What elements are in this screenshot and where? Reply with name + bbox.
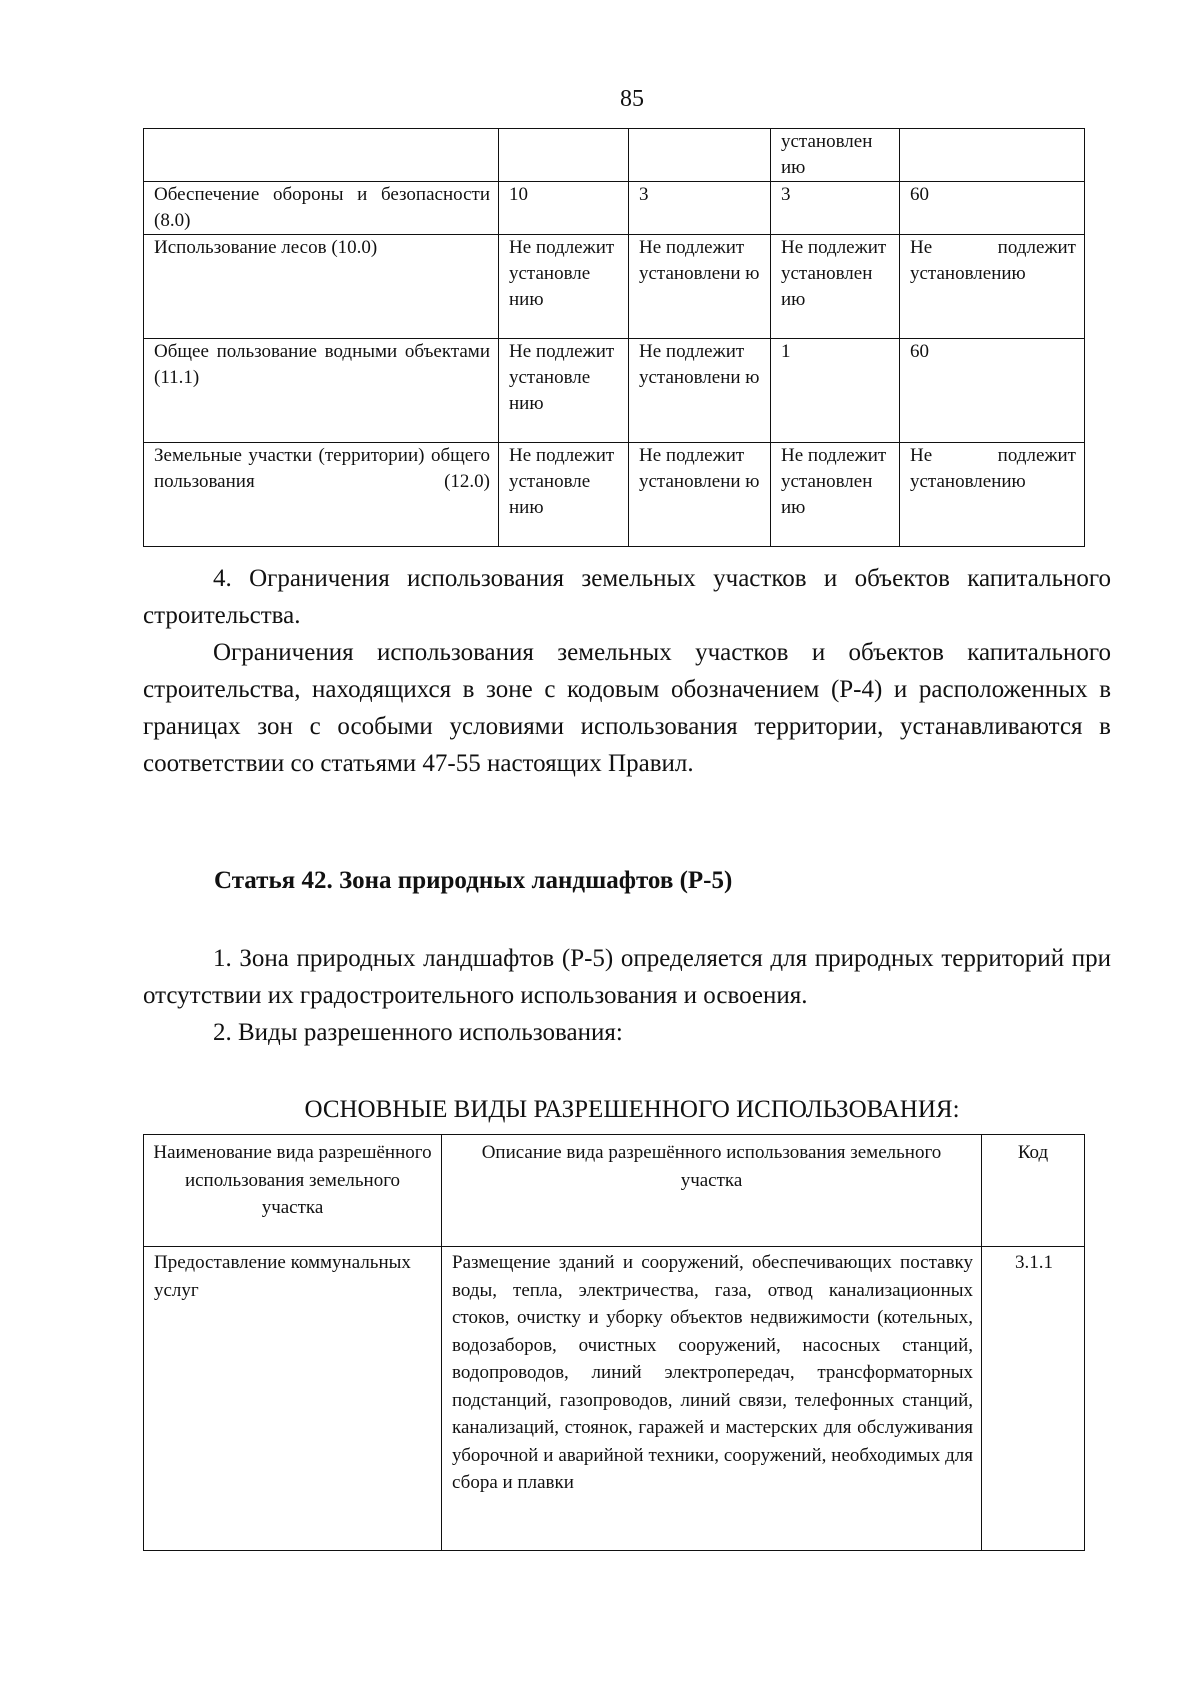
restrictions-table xyxy=(143,128,1085,547)
table-cell: 1 xyxy=(771,339,900,443)
use-code-cell: 3.1.1 xyxy=(982,1247,1085,1551)
table-cell: Не подлежит установле нию xyxy=(499,443,629,547)
table-header-row xyxy=(144,1135,1085,1247)
page-number: 85 xyxy=(620,86,644,112)
table-cell xyxy=(900,129,1085,182)
table-row xyxy=(144,1247,1085,1551)
table-cell: Не подлежит установле нию xyxy=(499,339,629,443)
table-row xyxy=(144,129,1085,182)
table-cell: Не подлежит установле нию xyxy=(499,235,629,339)
table-row xyxy=(144,235,1085,339)
table-cell: Не подлежит установлени ю xyxy=(629,235,771,339)
table-cell: Не подлежит установлению xyxy=(900,443,1085,547)
section-4-title: 4. Ограничения использования земельных участков и объектов капитального строительства. xyxy=(143,565,1111,629)
table-cell: 60 xyxy=(900,182,1085,235)
table-cell: Земельные участки (территории) общего пользования (12.0) xyxy=(144,443,499,547)
permitted-use-table xyxy=(143,1134,1085,1551)
column-header-name: Наименование вида разрешённого использования земельного участка xyxy=(144,1135,442,1247)
use-name-cell: Предоставление коммунальных услуг xyxy=(144,1247,442,1551)
article-heading: Статья 42. Зона природных ландшафтов (Р-5) xyxy=(214,867,733,894)
table-cell: 10 xyxy=(499,182,629,235)
table-cell: Не подлежит установлен ию xyxy=(771,443,900,547)
column-header-description: Описание вида разрешённого использования земельного участка xyxy=(442,1135,982,1247)
table-cell: Обеспечение обороны и безопасности (8.0) xyxy=(144,182,499,235)
table-cell: Общее пользование водными объектами (11.1) xyxy=(144,339,499,443)
table-cell xyxy=(629,129,771,182)
table-cell: 60 xyxy=(900,339,1085,443)
table-cell: Не подлежит установлени ю xyxy=(629,443,771,547)
article-paragraph-1: 1. Зона природных ландшафтов (Р-5) определяется для природных территорий при отсутствии их градостроительного использования и освоения. xyxy=(143,945,1111,1009)
column-header-code: Код xyxy=(982,1135,1085,1247)
table-cell: Использование лесов (10.0) xyxy=(144,235,499,339)
article-paragraph-2: 2. Виды разрешенного использования: xyxy=(213,1019,623,1046)
table-cell: 3 xyxy=(771,182,900,235)
table-cell: 3 xyxy=(629,182,771,235)
table-cell xyxy=(499,129,629,182)
table-row xyxy=(144,339,1085,443)
table-cell: Не подлежит установлению xyxy=(900,235,1085,339)
use-description-cell: Размещение зданий и сооружений, обеспечивающих поставку воды, тепла, электричества, газа, отвод канализационных стоков, очистку и уборку объектов недвижимости (котельных, водозаборов, очистных сооружений, насосных станций, водопроводов, линий электропередач, трансформаторных подстанций, газопроводов, линий связи, телефонных станций, канализаций, стоянок, гаражей и мастерских для обслуживания уборочной и аварийной техники, сооружений, необходимых для сбора и плавки xyxy=(442,1247,982,1551)
table-row xyxy=(144,443,1085,547)
section-4-body: Ограничения использования земельных участков и объектов капитального строительства, находящихся в зоне с кодовым обозначением (Р-4) и расположенных в границах зон с особыми условиями использования территории, устанавливаются в соответствии со статьями 47-55 настоящих Правил. xyxy=(143,639,1111,777)
table-cell: установлен ию xyxy=(771,129,900,182)
table-cell xyxy=(144,129,499,182)
table-row xyxy=(144,182,1085,235)
table-cell: Не подлежит установлени ю xyxy=(629,339,771,443)
table-cell: Не подлежит установлен ию xyxy=(771,235,900,339)
table-caption: ОСНОВНЫЕ ВИДЫ РАЗРЕШЕННОГО ИСПОЛЬЗОВАНИЯ: xyxy=(304,1096,960,1123)
